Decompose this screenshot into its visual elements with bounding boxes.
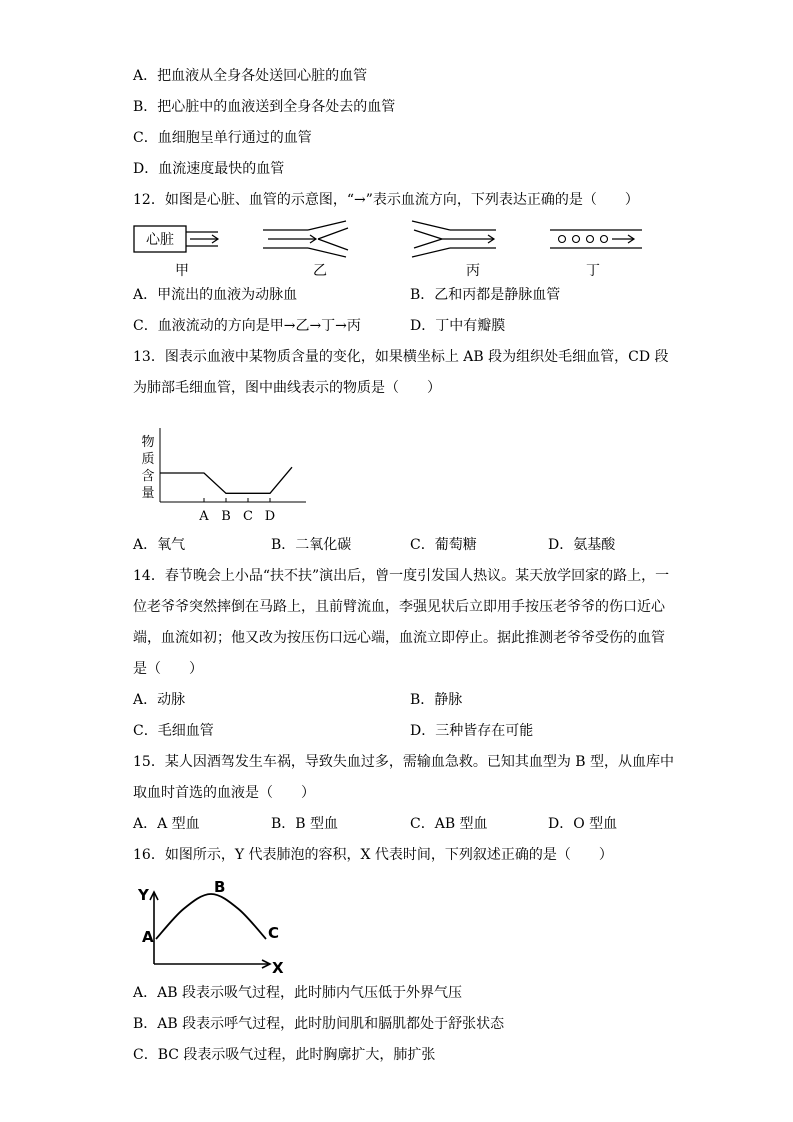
q13-x-tick-label: D [264, 509, 276, 524]
q11-option-d: D．血流速度最快的血管 [133, 161, 285, 177]
q16-chart [138, 874, 290, 976]
q16-option-a: A．AB 段表示吸气过程，此时肺内气压低于外界气压 [133, 985, 462, 1001]
q16-option-c: C．BC 段表示吸气过程，此时胸廓扩大，肺扩张 [133, 1047, 436, 1063]
q15-stem-1: 15．某人因酒驾发生车祸，导致失血过多，需输血急救。已知其血型为 B 型，从血库中 [133, 754, 675, 770]
q12-option-b: B．乙和丙都是静脉血管 [410, 287, 561, 303]
label-jia: 甲 [175, 263, 189, 279]
label-yi: 乙 [313, 263, 327, 279]
q11-option-b: B．把心脏中的血液送到全身各处去的血管 [133, 99, 396, 115]
q12-stem: 12．如图是心脏、血管的示意图，“→”表示血流方向，下列表达正确的是（ ） [133, 192, 639, 208]
q13-option-c: C．葡萄糖 [410, 537, 477, 553]
q14-stem-3: 端，血流如初；他又改为按压伤口远心端，血流立即停止。据此推测老爷爷受伤的血管 [133, 630, 665, 646]
q16-series-curve [156, 894, 266, 939]
q15-option-b: B．B 型血 [271, 816, 339, 832]
q16-option-b: B．AB 段表示呼气过程，此时肋间肌和膈肌都处于舒张状态 [133, 1016, 505, 1032]
q15-option-a: A．A 型血 [133, 816, 200, 832]
q12-figure [120, 218, 660, 282]
q12-option-d: D．丁中有瓣膜 [410, 318, 506, 334]
q13-option-b: B．二氧化碳 [271, 537, 352, 553]
label-ding: 丁 [586, 263, 600, 279]
q13-ylabel-1: 质 [141, 452, 155, 467]
q13-option-d: D．氨基酸 [548, 537, 616, 553]
q13-stem-2: 为肺部毛细血管，图中曲线表示的物质是（ ） [133, 380, 441, 396]
q16-point-b: B [214, 878, 226, 896]
q13-x-tick-label: A [199, 509, 209, 524]
q14-stem-2: 位老爷爷突然摔倒在马路上，且前臂流血，李强见状后立即用手按压老爷爷的伤口近心 [133, 599, 665, 615]
q14-option-a: A．动脉 [133, 692, 186, 708]
artery-yi [263, 221, 348, 257]
q13-option-a: A．氧气 [133, 537, 186, 553]
q16-point-a: A [142, 928, 154, 946]
heart-label: 心脏 [146, 232, 174, 248]
q11-option-a: A．把血液从全身各处送回心脏的血管 [133, 68, 368, 84]
q13-ylabel-2: 含 [141, 469, 155, 484]
q13-x-tick-label: C [243, 509, 253, 524]
q13-series-line [160, 467, 292, 493]
q14-stem-1: 14．春节晚会上小品“扶不扶”演出后，曾一度引发国人热议。某天放学回家的路上，一 [133, 568, 670, 584]
q12-option-c: C．血液流动的方向是甲→乙→丁→丙 [133, 318, 361, 334]
q14-option-c: C．毛细血管 [133, 723, 214, 739]
q14-option-b: B．静脉 [410, 692, 463, 708]
vein-bing [412, 221, 496, 257]
capillary-ding [550, 230, 642, 248]
q13-stem-1: 13．图表示血液中某物质含量的变化，如果横坐标上 AB 段为组织处毛细血管，CD 段 [133, 349, 669, 365]
q13-ylabel-0: 物 [141, 435, 155, 450]
q16-point-c: C [268, 924, 280, 942]
q16-y-label: Y [138, 886, 149, 904]
q16-x-label: X [272, 959, 284, 976]
q13-ylabel-3: 量 [141, 486, 155, 501]
q15-option-c: C．AB 型血 [410, 816, 488, 832]
q16-stem: 16．如图所示，Y 代表肺泡的容积，X 代表时间，下列叙述正确的是（ ） [133, 847, 613, 863]
q14-stem-4: 是（ ） [133, 661, 203, 677]
heart-vessel-jia [134, 226, 218, 252]
label-bing: 丙 [466, 263, 480, 279]
q14-option-d: D．三种皆存在可能 [410, 723, 534, 739]
q11-option-c: C．血细胞呈单行通过的血管 [133, 130, 312, 146]
q15-option-d: D．O 型血 [548, 816, 618, 832]
q13-chart [138, 428, 313, 526]
q12-option-a: A．甲流出的血液为动脉血 [133, 287, 298, 303]
q15-stem-2: 取血时首选的血液是（ ） [133, 785, 315, 801]
q13-x-tick-label: B [221, 509, 231, 524]
